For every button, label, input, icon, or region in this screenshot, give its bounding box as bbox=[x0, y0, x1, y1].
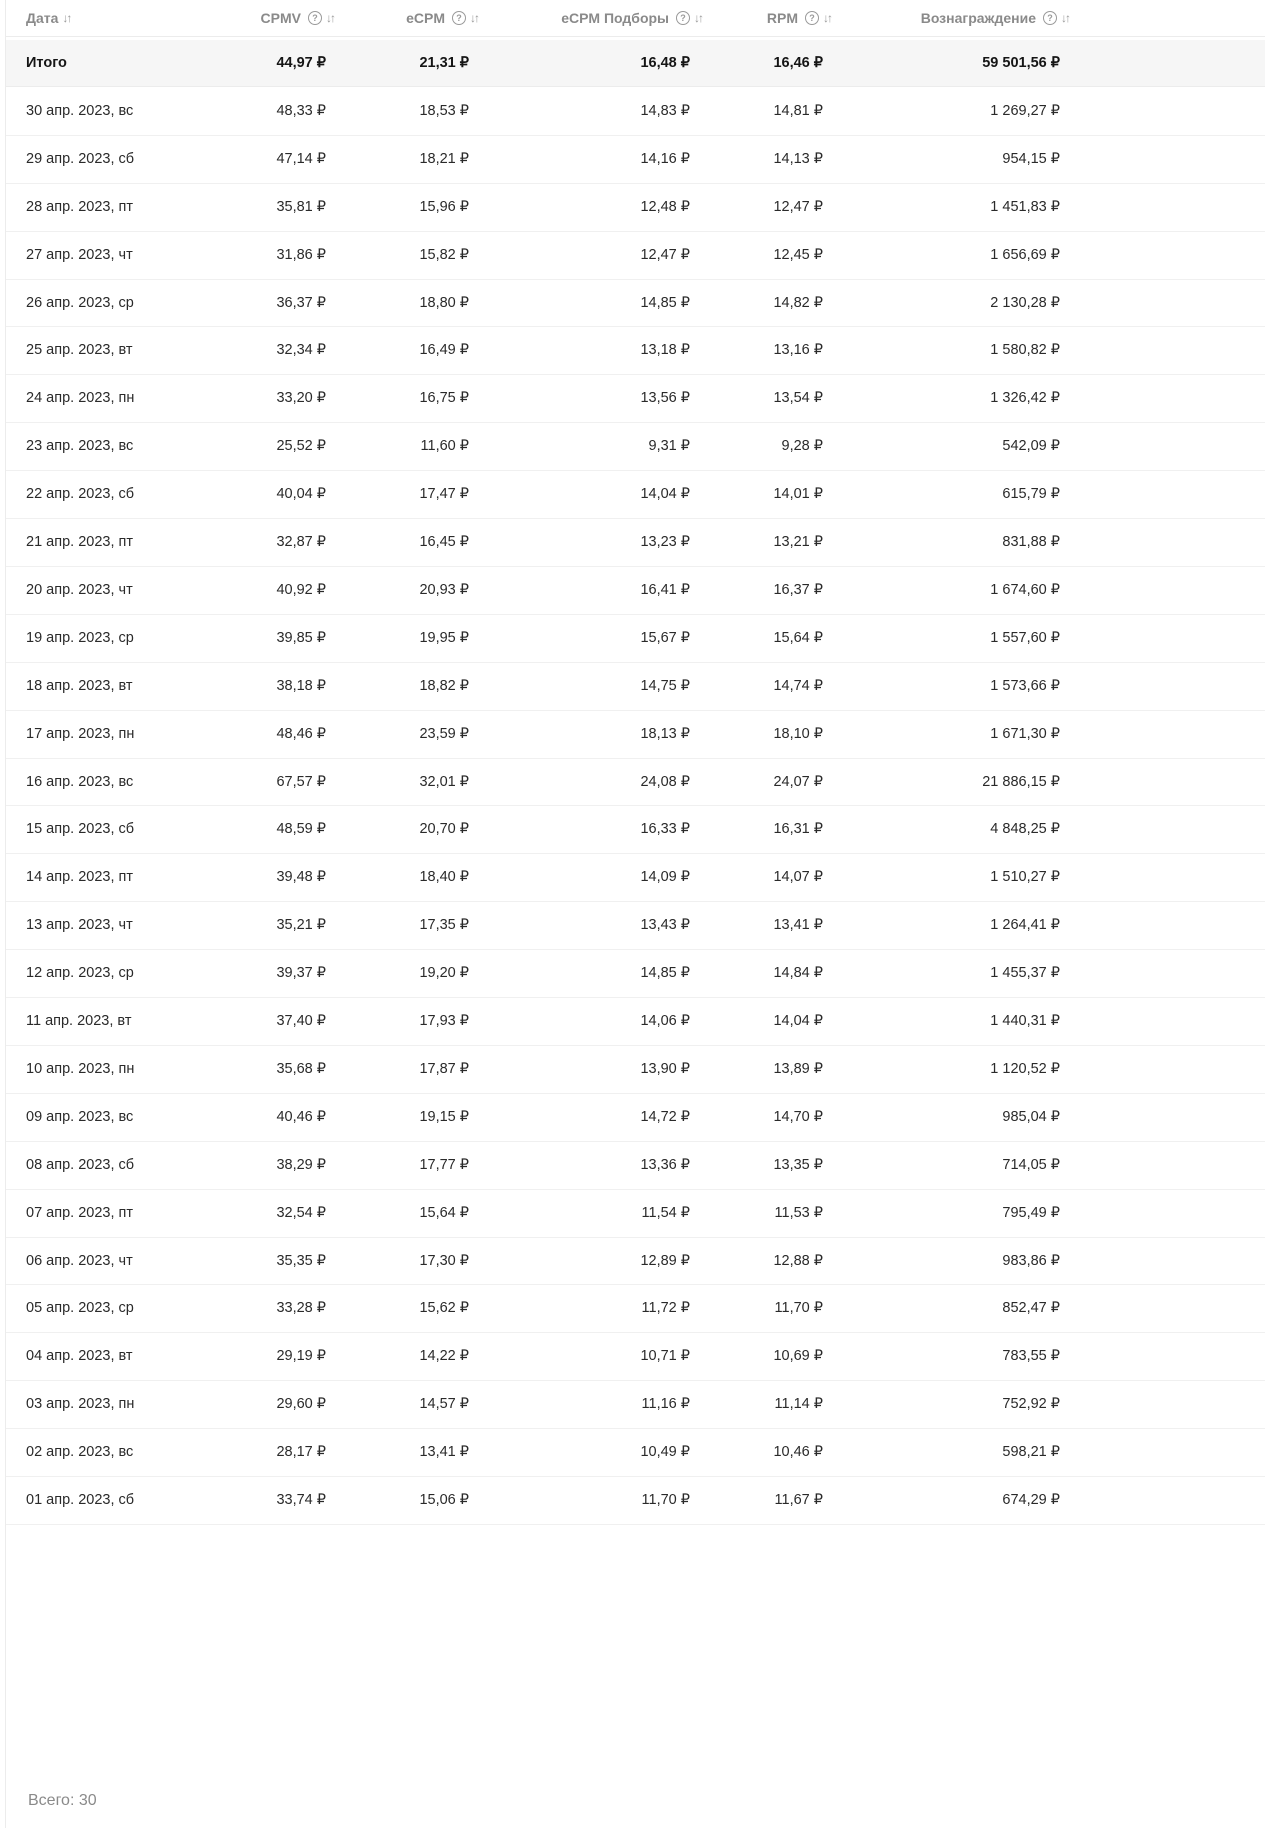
cell-rpm: 11,53 ₽ bbox=[774, 1204, 823, 1221]
cell-ecpm_sel: 12,47 ₽ bbox=[640, 246, 690, 263]
cell-ecpm: 14,57 ₽ bbox=[419, 1396, 469, 1413]
cell-ecpm_sel: 11,70 ₽ bbox=[641, 1492, 690, 1509]
cell-date: 23 апр. 2023, вс bbox=[26, 438, 134, 455]
table-row bbox=[6, 231, 1265, 280]
cell-cpmv: 40,04 ₽ bbox=[276, 486, 326, 503]
cell-ecpm: 19,20 ₽ bbox=[419, 965, 469, 982]
cell-rpm: 14,82 ₽ bbox=[773, 294, 823, 311]
cell-date: 05 апр. 2023, ср bbox=[26, 1300, 134, 1317]
table-row bbox=[6, 183, 1265, 232]
statistics-table bbox=[5, 0, 1265, 1828]
column-header-label: Вознаграждение bbox=[920, 10, 1036, 26]
table-row bbox=[6, 949, 1265, 998]
cell-cpmv: 31,86 ₽ bbox=[276, 246, 326, 263]
cell-ecpm: 20,93 ₽ bbox=[419, 581, 469, 598]
cell-cpmv: 48,33 ₽ bbox=[276, 102, 326, 119]
column-header-date[interactable] bbox=[26, 8, 106, 28]
cell-cpmv: 32,34 ₽ bbox=[276, 342, 326, 359]
cell-ecpm_sel: 14,85 ₽ bbox=[640, 965, 690, 982]
cell-cpmv: 29,60 ₽ bbox=[276, 1396, 326, 1413]
cell-ecpm: 15,96 ₽ bbox=[419, 198, 469, 215]
cell-ecpm: 15,64 ₽ bbox=[419, 1204, 469, 1221]
cell-cpmv: 33,20 ₽ bbox=[276, 390, 326, 407]
cell-ecpm_sel: 14,75 ₽ bbox=[640, 677, 690, 694]
cell-date: 17 апр. 2023, пн bbox=[26, 725, 135, 742]
cell-date: 24 апр. 2023, пн bbox=[26, 390, 135, 407]
cell-ecpm_sel: 13,56 ₽ bbox=[640, 390, 690, 407]
cell-reward: 983,86 ₽ bbox=[1002, 1252, 1060, 1269]
table-row bbox=[6, 1476, 1265, 1525]
cell-ecpm: 23,59 ₽ bbox=[419, 725, 469, 742]
table-row bbox=[6, 279, 1265, 328]
column-header-rpm[interactable] bbox=[706, 8, 831, 28]
cell-ecpm_sel: 24,08 ₽ bbox=[640, 773, 690, 790]
cell-ecpm: 16,49 ₽ bbox=[419, 342, 469, 359]
cell-ecpm_sel: 13,90 ₽ bbox=[640, 1060, 690, 1077]
cell-rpm: 14,70 ₽ bbox=[773, 1108, 823, 1125]
sort-arrows-icon[interactable]: ↓↑ bbox=[470, 11, 478, 25]
table-row bbox=[6, 662, 1265, 711]
cell-reward: 1 451,83 ₽ bbox=[990, 198, 1060, 215]
cell-ecpm: 17,93 ₽ bbox=[419, 1013, 469, 1030]
column-header-ecpm[interactable] bbox=[356, 8, 478, 28]
cell-cpmv: 48,59 ₽ bbox=[276, 821, 326, 838]
cell-reward: 1 326,42 ₽ bbox=[990, 390, 1060, 407]
cell-rpm: 9,28 ₽ bbox=[781, 438, 823, 455]
cell-cpmv: 39,37 ₽ bbox=[276, 965, 326, 982]
table-row bbox=[6, 1093, 1265, 1142]
cell-date: 12 апр. 2023, ср bbox=[26, 965, 134, 982]
cell-cpmv: 32,54 ₽ bbox=[276, 1204, 326, 1221]
table-row bbox=[6, 1285, 1265, 1334]
cell-total-rpm: 16,46 ₽ bbox=[773, 55, 823, 71]
table-row bbox=[6, 614, 1265, 663]
cell-rpm: 13,41 ₽ bbox=[773, 917, 823, 934]
cell-rpm: 18,10 ₽ bbox=[773, 725, 823, 742]
cell-ecpm: 17,87 ₽ bbox=[419, 1060, 469, 1077]
sort-arrows-icon[interactable]: ↓↑ bbox=[326, 11, 334, 25]
column-header-cpmv[interactable] bbox=[206, 8, 334, 28]
table-row bbox=[6, 901, 1265, 950]
cell-reward: 1 440,31 ₽ bbox=[990, 1013, 1060, 1030]
cell-rpm: 16,31 ₽ bbox=[773, 821, 823, 838]
cell-date: 25 апр. 2023, вт bbox=[26, 342, 133, 359]
help-circle-icon[interactable]: ? bbox=[676, 11, 690, 25]
cell-cpmv: 38,18 ₽ bbox=[276, 677, 326, 694]
cell-rpm: 14,04 ₽ bbox=[773, 1013, 823, 1030]
cell-total-ecpm: 21,31 ₽ bbox=[419, 55, 469, 71]
cell-reward: 1 671,30 ₽ bbox=[990, 725, 1060, 742]
cell-total-reward: 59 501,56 ₽ bbox=[982, 55, 1060, 71]
table-row bbox=[6, 1045, 1265, 1094]
table-row bbox=[6, 518, 1265, 567]
cell-cpmv: 40,92 ₽ bbox=[276, 581, 326, 598]
cell-date: 14 апр. 2023, пт bbox=[26, 869, 134, 886]
cell-ecpm_sel: 10,71 ₽ bbox=[640, 1348, 690, 1365]
cell-ecpm_sel: 13,43 ₽ bbox=[640, 917, 690, 934]
cell-cpmv: 33,74 ₽ bbox=[276, 1492, 326, 1509]
column-header-label: eCPM bbox=[406, 10, 445, 26]
cell-ecpm_sel: 10,49 ₽ bbox=[640, 1444, 690, 1461]
cell-ecpm_sel: 16,33 ₽ bbox=[640, 821, 690, 838]
cell-date: 08 апр. 2023, сб bbox=[26, 1156, 135, 1173]
cell-date: 30 апр. 2023, вс bbox=[26, 102, 134, 119]
column-header-ecpm_sel[interactable] bbox=[526, 8, 702, 28]
cell-cpmv: 25,52 ₽ bbox=[276, 438, 326, 455]
cell-ecpm: 15,82 ₽ bbox=[419, 246, 469, 263]
cell-rpm: 14,84 ₽ bbox=[773, 965, 823, 982]
table-row bbox=[6, 87, 1265, 136]
table-row bbox=[6, 374, 1265, 423]
cell-rpm: 14,01 ₽ bbox=[773, 486, 823, 503]
cell-date: 27 апр. 2023, чт bbox=[26, 246, 133, 263]
table-row bbox=[6, 1141, 1265, 1190]
cell-ecpm_sel: 14,09 ₽ bbox=[640, 869, 690, 886]
cell-reward: 985,04 ₽ bbox=[1002, 1108, 1060, 1125]
cell-rpm: 13,16 ₽ bbox=[773, 342, 823, 359]
cell-rpm: 15,64 ₽ bbox=[773, 629, 823, 646]
table-row bbox=[6, 1189, 1265, 1238]
cell-reward: 615,79 ₽ bbox=[1002, 486, 1060, 503]
cell-date: 28 апр. 2023, пт bbox=[26, 198, 134, 215]
cell-date: 16 апр. 2023, вс bbox=[26, 773, 134, 790]
cell-rpm: 12,88 ₽ bbox=[773, 1252, 823, 1269]
cell-reward: 21 886,15 ₽ bbox=[982, 773, 1060, 790]
total-row bbox=[6, 40, 1265, 87]
cell-ecpm_sel: 9,31 ₽ bbox=[648, 438, 690, 455]
cell-rpm: 13,54 ₽ bbox=[773, 390, 823, 407]
table-row bbox=[6, 470, 1265, 519]
cell-reward: 1 120,52 ₽ bbox=[990, 1060, 1060, 1077]
cell-ecpm_sel: 14,72 ₽ bbox=[640, 1108, 690, 1125]
help-circle-icon[interactable]: ? bbox=[308, 11, 322, 25]
cell-ecpm_sel: 14,85 ₽ bbox=[640, 294, 690, 311]
cell-date: 21 апр. 2023, пт bbox=[26, 534, 134, 551]
cell-date: 03 апр. 2023, пн bbox=[26, 1396, 135, 1413]
sort-arrows-icon[interactable]: ↓↑ bbox=[694, 11, 702, 25]
cell-ecpm: 16,45 ₽ bbox=[419, 534, 469, 551]
total-count: Всего: 30 bbox=[28, 1792, 97, 1809]
cell-date: 18 апр. 2023, вт bbox=[26, 677, 133, 694]
cell-total-label: Итого bbox=[26, 55, 67, 71]
cell-ecpm_sel: 15,67 ₽ bbox=[640, 629, 690, 646]
cell-cpmv: 32,87 ₽ bbox=[276, 534, 326, 551]
column-header-reward[interactable] bbox=[866, 8, 1069, 28]
cell-ecpm_sel: 14,83 ₽ bbox=[640, 102, 690, 119]
cell-ecpm: 13,41 ₽ bbox=[419, 1444, 469, 1461]
cell-reward: 1 510,27 ₽ bbox=[990, 869, 1060, 886]
cell-total-cpmv: 44,97 ₽ bbox=[276, 55, 326, 71]
cell-date: 07 апр. 2023, пт bbox=[26, 1204, 134, 1221]
cell-cpmv: 37,40 ₽ bbox=[276, 1013, 326, 1030]
cell-ecpm: 18,53 ₽ bbox=[419, 102, 469, 119]
sort-arrows-icon[interactable]: ↓↑ bbox=[1061, 11, 1069, 25]
table-row bbox=[6, 422, 1265, 471]
cell-reward: 1 573,66 ₽ bbox=[990, 677, 1060, 694]
cell-ecpm_sel: 12,89 ₽ bbox=[640, 1252, 690, 1269]
cell-ecpm_sel: 11,16 ₽ bbox=[641, 1396, 690, 1413]
table-row bbox=[6, 327, 1265, 376]
cell-date: 19 апр. 2023, ср bbox=[26, 629, 134, 646]
cell-cpmv: 40,46 ₽ bbox=[276, 1108, 326, 1125]
cell-date: 20 апр. 2023, чт bbox=[26, 581, 133, 598]
cell-date: 26 апр. 2023, ср bbox=[26, 294, 134, 311]
cell-cpmv: 39,85 ₽ bbox=[276, 629, 326, 646]
cell-cpmv: 35,68 ₽ bbox=[276, 1060, 326, 1077]
table-row bbox=[6, 1237, 1265, 1286]
cell-date: 02 апр. 2023, вс bbox=[26, 1444, 134, 1461]
table-row bbox=[6, 997, 1265, 1046]
cell-ecpm: 15,06 ₽ bbox=[419, 1492, 469, 1509]
cell-reward: 542,09 ₽ bbox=[1002, 438, 1060, 455]
cell-ecpm_sel: 14,04 ₽ bbox=[640, 486, 690, 503]
cell-ecpm_sel: 13,36 ₽ bbox=[640, 1156, 690, 1173]
cell-ecpm: 32,01 ₽ bbox=[419, 773, 469, 790]
table-row bbox=[6, 135, 1265, 184]
cell-reward: 1 674,60 ₽ bbox=[990, 581, 1060, 598]
cell-reward: 1 580,82 ₽ bbox=[990, 342, 1060, 359]
cell-rpm: 13,89 ₽ bbox=[773, 1060, 823, 1077]
sort-arrows-icon[interactable]: ↓↑ bbox=[823, 11, 831, 25]
cell-cpmv: 67,57 ₽ bbox=[276, 773, 326, 790]
cell-reward: 831,88 ₽ bbox=[1002, 534, 1060, 551]
cell-rpm: 12,45 ₽ bbox=[773, 246, 823, 263]
cell-cpmv: 33,28 ₽ bbox=[276, 1300, 326, 1317]
cell-cpmv: 48,46 ₽ bbox=[276, 725, 326, 742]
cell-rpm: 13,21 ₽ bbox=[773, 534, 823, 551]
help-circle-icon[interactable]: ? bbox=[805, 11, 819, 25]
cell-ecpm_sel: 11,54 ₽ bbox=[641, 1204, 690, 1221]
table-row bbox=[6, 1332, 1265, 1381]
table-header bbox=[6, 0, 1265, 37]
table-row bbox=[6, 1380, 1265, 1429]
cell-ecpm_sel: 14,06 ₽ bbox=[640, 1013, 690, 1030]
cell-cpmv: 35,35 ₽ bbox=[276, 1252, 326, 1269]
column-header-label: RPM bbox=[766, 10, 798, 26]
cell-date: 06 апр. 2023, чт bbox=[26, 1252, 133, 1269]
table-row bbox=[6, 710, 1265, 759]
cell-cpmv: 28,17 ₽ bbox=[276, 1444, 326, 1461]
cell-date: 13 апр. 2023, чт bbox=[26, 917, 133, 934]
cell-ecpm: 17,35 ₽ bbox=[419, 917, 469, 934]
column-header-label: eCPM Подборы bbox=[561, 10, 669, 26]
cell-ecpm: 19,15 ₽ bbox=[419, 1108, 469, 1125]
cell-ecpm: 20,70 ₽ bbox=[419, 821, 469, 838]
cell-rpm: 11,67 ₽ bbox=[774, 1492, 823, 1509]
cell-ecpm_sel: 16,41 ₽ bbox=[640, 581, 690, 598]
cell-ecpm: 17,47 ₽ bbox=[419, 486, 469, 503]
cell-cpmv: 39,48 ₽ bbox=[276, 869, 326, 886]
cell-date: 04 апр. 2023, вт bbox=[26, 1348, 133, 1365]
cell-cpmv: 47,14 ₽ bbox=[276, 150, 326, 167]
cell-ecpm_sel: 12,48 ₽ bbox=[640, 198, 690, 215]
cell-ecpm: 19,95 ₽ bbox=[419, 629, 469, 646]
cell-rpm: 12,47 ₽ bbox=[773, 198, 823, 215]
cell-ecpm: 11,60 ₽ bbox=[420, 438, 469, 455]
sort-arrows-icon[interactable]: ↓↑ bbox=[62, 11, 71, 25]
cell-rpm: 14,74 ₽ bbox=[773, 677, 823, 694]
cell-rpm: 14,07 ₽ bbox=[773, 869, 823, 886]
cell-ecpm: 14,22 ₽ bbox=[419, 1348, 469, 1365]
cell-date: 11 апр. 2023, вт bbox=[26, 1013, 132, 1030]
cell-cpmv: 36,37 ₽ bbox=[276, 294, 326, 311]
table-row bbox=[6, 853, 1265, 902]
cell-ecpm: 17,77 ₽ bbox=[419, 1156, 469, 1173]
cell-ecpm_sel: 13,18 ₽ bbox=[640, 342, 690, 359]
cell-rpm: 14,81 ₽ bbox=[773, 102, 823, 119]
cell-ecpm: 17,30 ₽ bbox=[419, 1252, 469, 1269]
help-circle-icon[interactable]: ? bbox=[452, 11, 466, 25]
cell-reward: 1 264,41 ₽ bbox=[990, 917, 1060, 934]
cell-cpmv: 29,19 ₽ bbox=[276, 1348, 326, 1365]
cell-reward: 2 130,28 ₽ bbox=[990, 294, 1060, 311]
cell-ecpm: 18,21 ₽ bbox=[419, 150, 469, 167]
column-header-label: CPMV bbox=[260, 10, 301, 26]
cell-date: 15 апр. 2023, сб bbox=[26, 821, 135, 838]
cell-ecpm_sel: 14,16 ₽ bbox=[640, 150, 690, 167]
cell-rpm: 16,37 ₽ bbox=[773, 581, 823, 598]
cell-rpm: 11,14 ₽ bbox=[774, 1396, 823, 1413]
cell-reward: 795,49 ₽ bbox=[1002, 1204, 1060, 1221]
cell-date: 09 апр. 2023, вс bbox=[26, 1108, 134, 1125]
cell-date: 22 апр. 2023, сб bbox=[26, 486, 135, 503]
help-circle-icon[interactable]: ? bbox=[1043, 11, 1057, 25]
cell-reward: 1 455,37 ₽ bbox=[990, 965, 1060, 982]
cell-ecpm: 18,82 ₽ bbox=[419, 677, 469, 694]
cell-reward: 1 656,69 ₽ bbox=[990, 246, 1060, 263]
cell-rpm: 24,07 ₽ bbox=[773, 773, 823, 790]
cell-date: 01 апр. 2023, сб bbox=[26, 1492, 135, 1509]
cell-rpm: 10,46 ₽ bbox=[773, 1444, 823, 1461]
cell-ecpm_sel: 18,13 ₽ bbox=[640, 725, 690, 742]
cell-reward: 1 557,60 ₽ bbox=[990, 629, 1060, 646]
cell-ecpm: 16,75 ₽ bbox=[419, 390, 469, 407]
cell-ecpm_sel: 13,23 ₽ bbox=[640, 534, 690, 551]
cell-date: 10 апр. 2023, пн bbox=[26, 1060, 135, 1077]
cell-reward: 4 848,25 ₽ bbox=[990, 821, 1060, 838]
cell-rpm: 10,69 ₽ bbox=[773, 1348, 823, 1365]
cell-rpm: 11,70 ₽ bbox=[774, 1300, 823, 1317]
cell-ecpm_sel: 11,72 ₽ bbox=[641, 1300, 690, 1317]
column-header-label: Дата bbox=[26, 10, 59, 26]
cell-reward: 714,05 ₽ bbox=[1002, 1156, 1060, 1173]
cell-cpmv: 35,21 ₽ bbox=[276, 917, 326, 934]
cell-cpmv: 38,29 ₽ bbox=[276, 1156, 326, 1173]
cell-ecpm: 15,62 ₽ bbox=[419, 1300, 469, 1317]
cell-reward: 783,55 ₽ bbox=[1002, 1348, 1060, 1365]
cell-date: 29 апр. 2023, сб bbox=[26, 150, 135, 167]
cell-rpm: 13,35 ₽ bbox=[773, 1156, 823, 1173]
table-row bbox=[6, 566, 1265, 615]
cell-total-ecpm_sel: 16,48 ₽ bbox=[640, 55, 690, 71]
cell-reward: 954,15 ₽ bbox=[1002, 150, 1060, 167]
cell-reward: 598,21 ₽ bbox=[1002, 1444, 1060, 1461]
cell-reward: 852,47 ₽ bbox=[1002, 1300, 1060, 1317]
cell-ecpm: 18,80 ₽ bbox=[419, 294, 469, 311]
cell-reward: 752,92 ₽ bbox=[1002, 1396, 1060, 1413]
cell-ecpm: 18,40 ₽ bbox=[419, 869, 469, 886]
table-row bbox=[6, 806, 1265, 855]
table-row bbox=[6, 758, 1265, 807]
cell-reward: 674,29 ₽ bbox=[1002, 1492, 1060, 1509]
table-row bbox=[6, 1428, 1265, 1477]
cell-cpmv: 35,81 ₽ bbox=[276, 198, 326, 215]
cell-reward: 1 269,27 ₽ bbox=[990, 102, 1060, 119]
cell-rpm: 14,13 ₽ bbox=[773, 150, 823, 167]
